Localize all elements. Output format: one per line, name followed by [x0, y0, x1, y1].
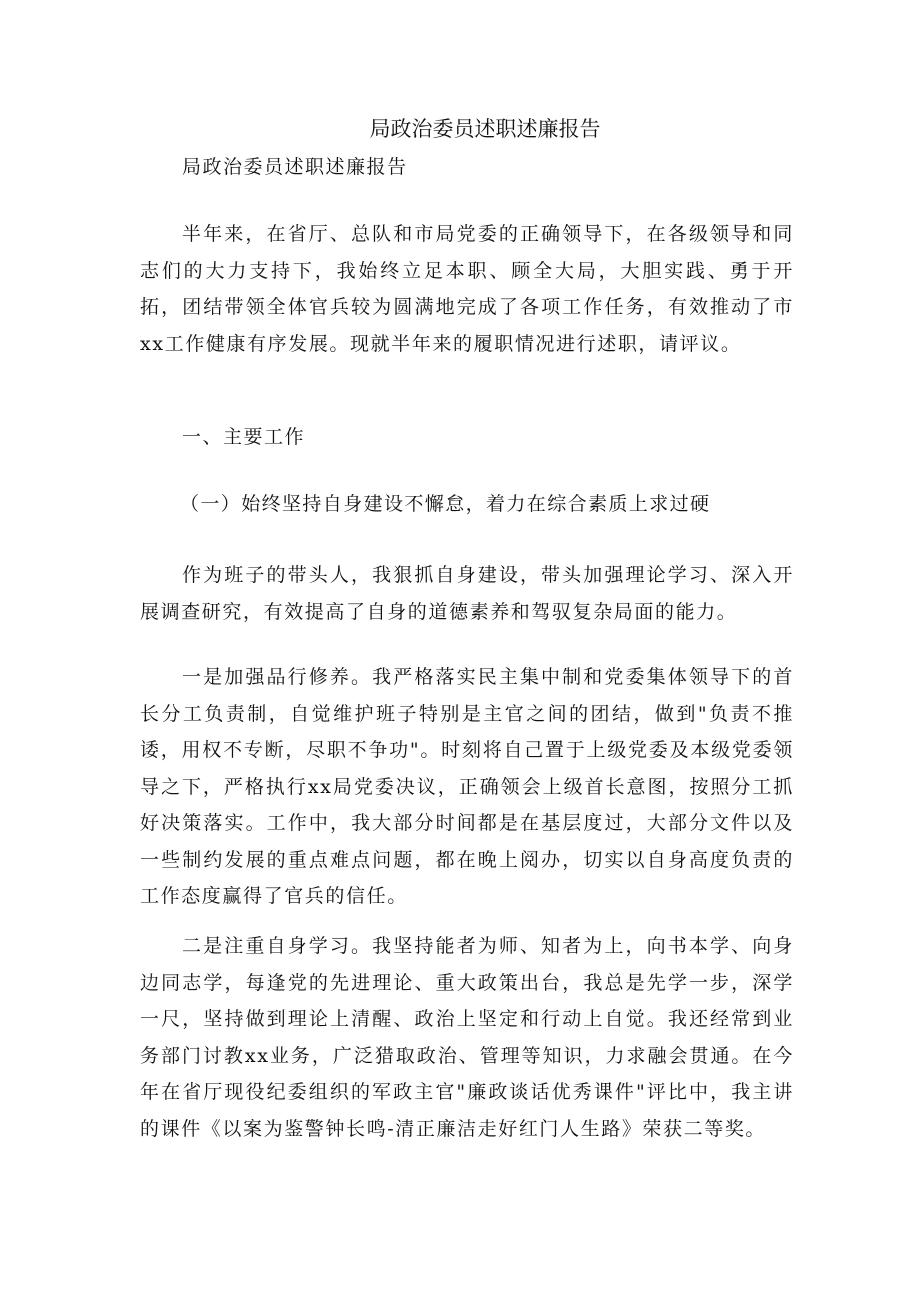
document-title: 局政治委员述职述廉报告 [369, 117, 601, 141]
intro-paragraph: 半年来，在省厅、总队和市局党委的正确领导下，在各级领导和同志们的大力支持下，我始终立足本职、顾全大局，大胆实践、勇于开拓，团结带领全体官兵较为圆满地完成了各项工作任务，有效推动了市xx工作健康有序发展。现就半年来的履职情况进行述职，请评议。 [140, 223, 794, 355]
paragraph-self-study: 二是注重自身学习。我坚持能者为师、知者为上，向书本学、向身边同志学，每逢党的先进理论、重大政策出台，我总是先学一步，深学一尺，坚持做到理论上清醒、政治上坚定和行动上自觉。我还经常到业务部门讨教xx业务，广泛猎取政治、管理等知识，力求融会贯通。在今年在省厅现役纪委组织的军政主官"廉政谈话优秀课件"评比中，我主讲的课件《以案为鉴警钟长鸣-清正廉洁走好红门人生路》荣获二等奖。 [140, 935, 794, 1140]
paragraph-conduct-cultivation: 一是加强品行修养。我严格落实民主集中制和党委集体领导下的首长分工负责制，自觉维护班子特别是主官之间的团结，做到"负责不推诿，用权不专断，尽职不争功"。时刻将自己置于上级党委及本级党委领导之下，严格执行xx局党委决议，正确领会上级首长意图，按照分工抓好决策落实。工作中，我大部分时间都是在基层度过，大部分文件以及一些制约发展的重点难点问题，都在晚上阅办，切实以自身高度负责的工作态度赢得了官兵的信任。 [140, 666, 794, 907]
paragraph-leader: 作为班子的带头人，我狠抓自身建设，带头加强理论学习、深入开展调查研究，有效提高了自身的道德素养和驾驭复杂局面的能力。 [140, 564, 794, 623]
subsection-heading-self-building: （一）始终坚持自身建设不懈怠，着力在综合素质上求过硬 [180, 493, 711, 515]
section-heading-main-work: 一、主要工作 [182, 426, 306, 448]
document-subtitle: 局政治委员述职述廉报告 [182, 156, 408, 178]
